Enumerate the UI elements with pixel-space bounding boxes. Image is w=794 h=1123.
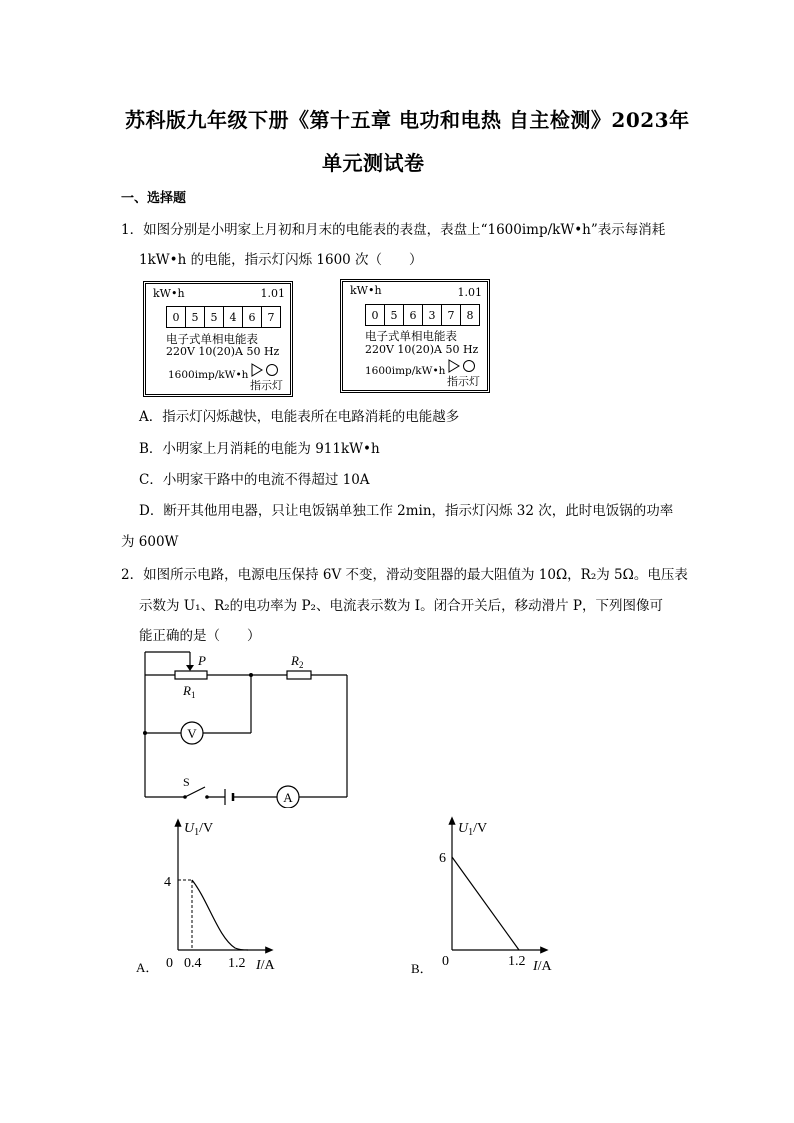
meter-imp: 1600imp/kW•h xyxy=(365,365,446,377)
x-axis-label: I/A xyxy=(533,959,552,974)
q1-stem-line2: 1kW•h 的电能，指示灯闪烁 1600 次（ ） xyxy=(139,252,423,268)
origin-label: 0 xyxy=(442,954,449,969)
q2-stem-line3: 能正确的是（ ） xyxy=(139,628,261,644)
x-axis-label: I/A xyxy=(256,958,275,973)
indicator-lamp-icon xyxy=(250,363,280,377)
graph-b-option-label: B． xyxy=(411,961,433,976)
digit: 4 xyxy=(224,307,243,327)
page-title-line1: 苏科版九年级下册《第十五章 电功和电热 自主检测》2023年 xyxy=(125,108,690,132)
x-tick: 1.2 xyxy=(508,954,526,969)
digit: 5 xyxy=(205,307,224,327)
x-tick: 1.2 xyxy=(228,956,246,971)
origin-label: 0 xyxy=(166,956,173,971)
meter-imp: 1600imp/kW•h xyxy=(168,369,249,381)
digit: 5 xyxy=(385,305,404,325)
y-tick: 6 xyxy=(439,851,446,866)
r1-label: $R_1$ xyxy=(183,683,196,700)
meter-name: 电子式单相电能表 xyxy=(166,332,258,346)
digit: 7 xyxy=(267,310,275,324)
meter-unit: kW•h xyxy=(350,284,382,297)
meter-version: 1.01 xyxy=(457,286,482,299)
digit: 6 xyxy=(404,305,423,325)
meter-start-of-month xyxy=(143,281,293,397)
y-axis-label: $U_1/V$ xyxy=(458,821,488,838)
slider-p-label: P xyxy=(198,653,206,668)
meter-version: 1.01 xyxy=(260,287,285,300)
r2-label: $R_2$ xyxy=(291,653,304,670)
meter-digits xyxy=(166,306,281,328)
graph-b xyxy=(405,812,575,978)
meter-spec: 220V 10(20)A 50 Hz xyxy=(365,343,479,356)
meter-lamp-label: 指示灯 xyxy=(447,375,480,388)
digit: 5 xyxy=(186,307,205,327)
y-tick: 4 xyxy=(164,875,171,890)
meter-unit: kW•h xyxy=(153,287,185,300)
voltmeter-label: V xyxy=(187,726,197,741)
section-heading: 一、选择题 xyxy=(121,191,187,206)
meter-digits xyxy=(365,304,480,326)
graph-curve xyxy=(192,880,248,950)
digit: 7 xyxy=(442,305,461,325)
battery-icon xyxy=(225,789,233,805)
meter-name: 电子式单相电能表 xyxy=(365,329,457,343)
meter-spec: 220V 10(20)A 50 Hz xyxy=(166,345,280,358)
meter-lamp-label: 指示灯 xyxy=(250,379,283,392)
graph-a xyxy=(130,812,290,978)
digit: 8 xyxy=(466,308,474,322)
switch-label: S xyxy=(183,775,190,789)
q2-stem-line2: 示数为 U₁、R₂的电功率为 P₂、电流表示数为 I。闭合开关后，移动滑片 P，下列图像可 xyxy=(139,598,663,614)
digit: 6 xyxy=(243,307,262,327)
q1-option-b: B．小明家上月消耗的电能为 911kW•h xyxy=(139,441,380,457)
digit: 0 xyxy=(366,305,385,325)
q1-option-c: C．小明家干路中的电流不得超过 10A xyxy=(139,472,370,488)
q1-option-d-line2: 为 600W xyxy=(121,534,179,550)
x-tick: 0.4 xyxy=(184,956,202,971)
q1-option-a: A．指示灯闪烁越快，电能表所在电路消耗的电能越多 xyxy=(139,409,460,425)
y-axis-label: $U_1/V$ xyxy=(184,821,214,838)
q1-option-d-line1: D．断开其他用电器，只让电饭锅单独工作 2min，指示灯闪烁 32 次，此时电饭锅的功率 xyxy=(139,503,674,519)
ammeter-label: A xyxy=(283,790,293,805)
meter-end-of-month xyxy=(340,279,490,393)
digit: 0 xyxy=(167,307,186,327)
circuit-diagram xyxy=(135,648,360,808)
graph-line xyxy=(452,857,519,950)
resistor-r2 xyxy=(287,671,311,679)
q1-stem-line1: 1．如图分别是小明家上月初和月末的电能表的表盘，表盘上“1600imp/kW•h”表示每消耗 xyxy=(121,222,666,238)
page-title-line2: 单元测试卷 xyxy=(322,151,425,175)
q2-stem-line1: 2．如图所示电路，电源电压保持 6V 不变，滑动变阻器的最大阻值为 10Ω，R₂为 5Ω。电压表 xyxy=(121,567,688,583)
digit: 3 xyxy=(423,305,442,325)
graph-a-option-label: A． xyxy=(136,960,159,975)
indicator-lamp-icon xyxy=(447,359,477,373)
